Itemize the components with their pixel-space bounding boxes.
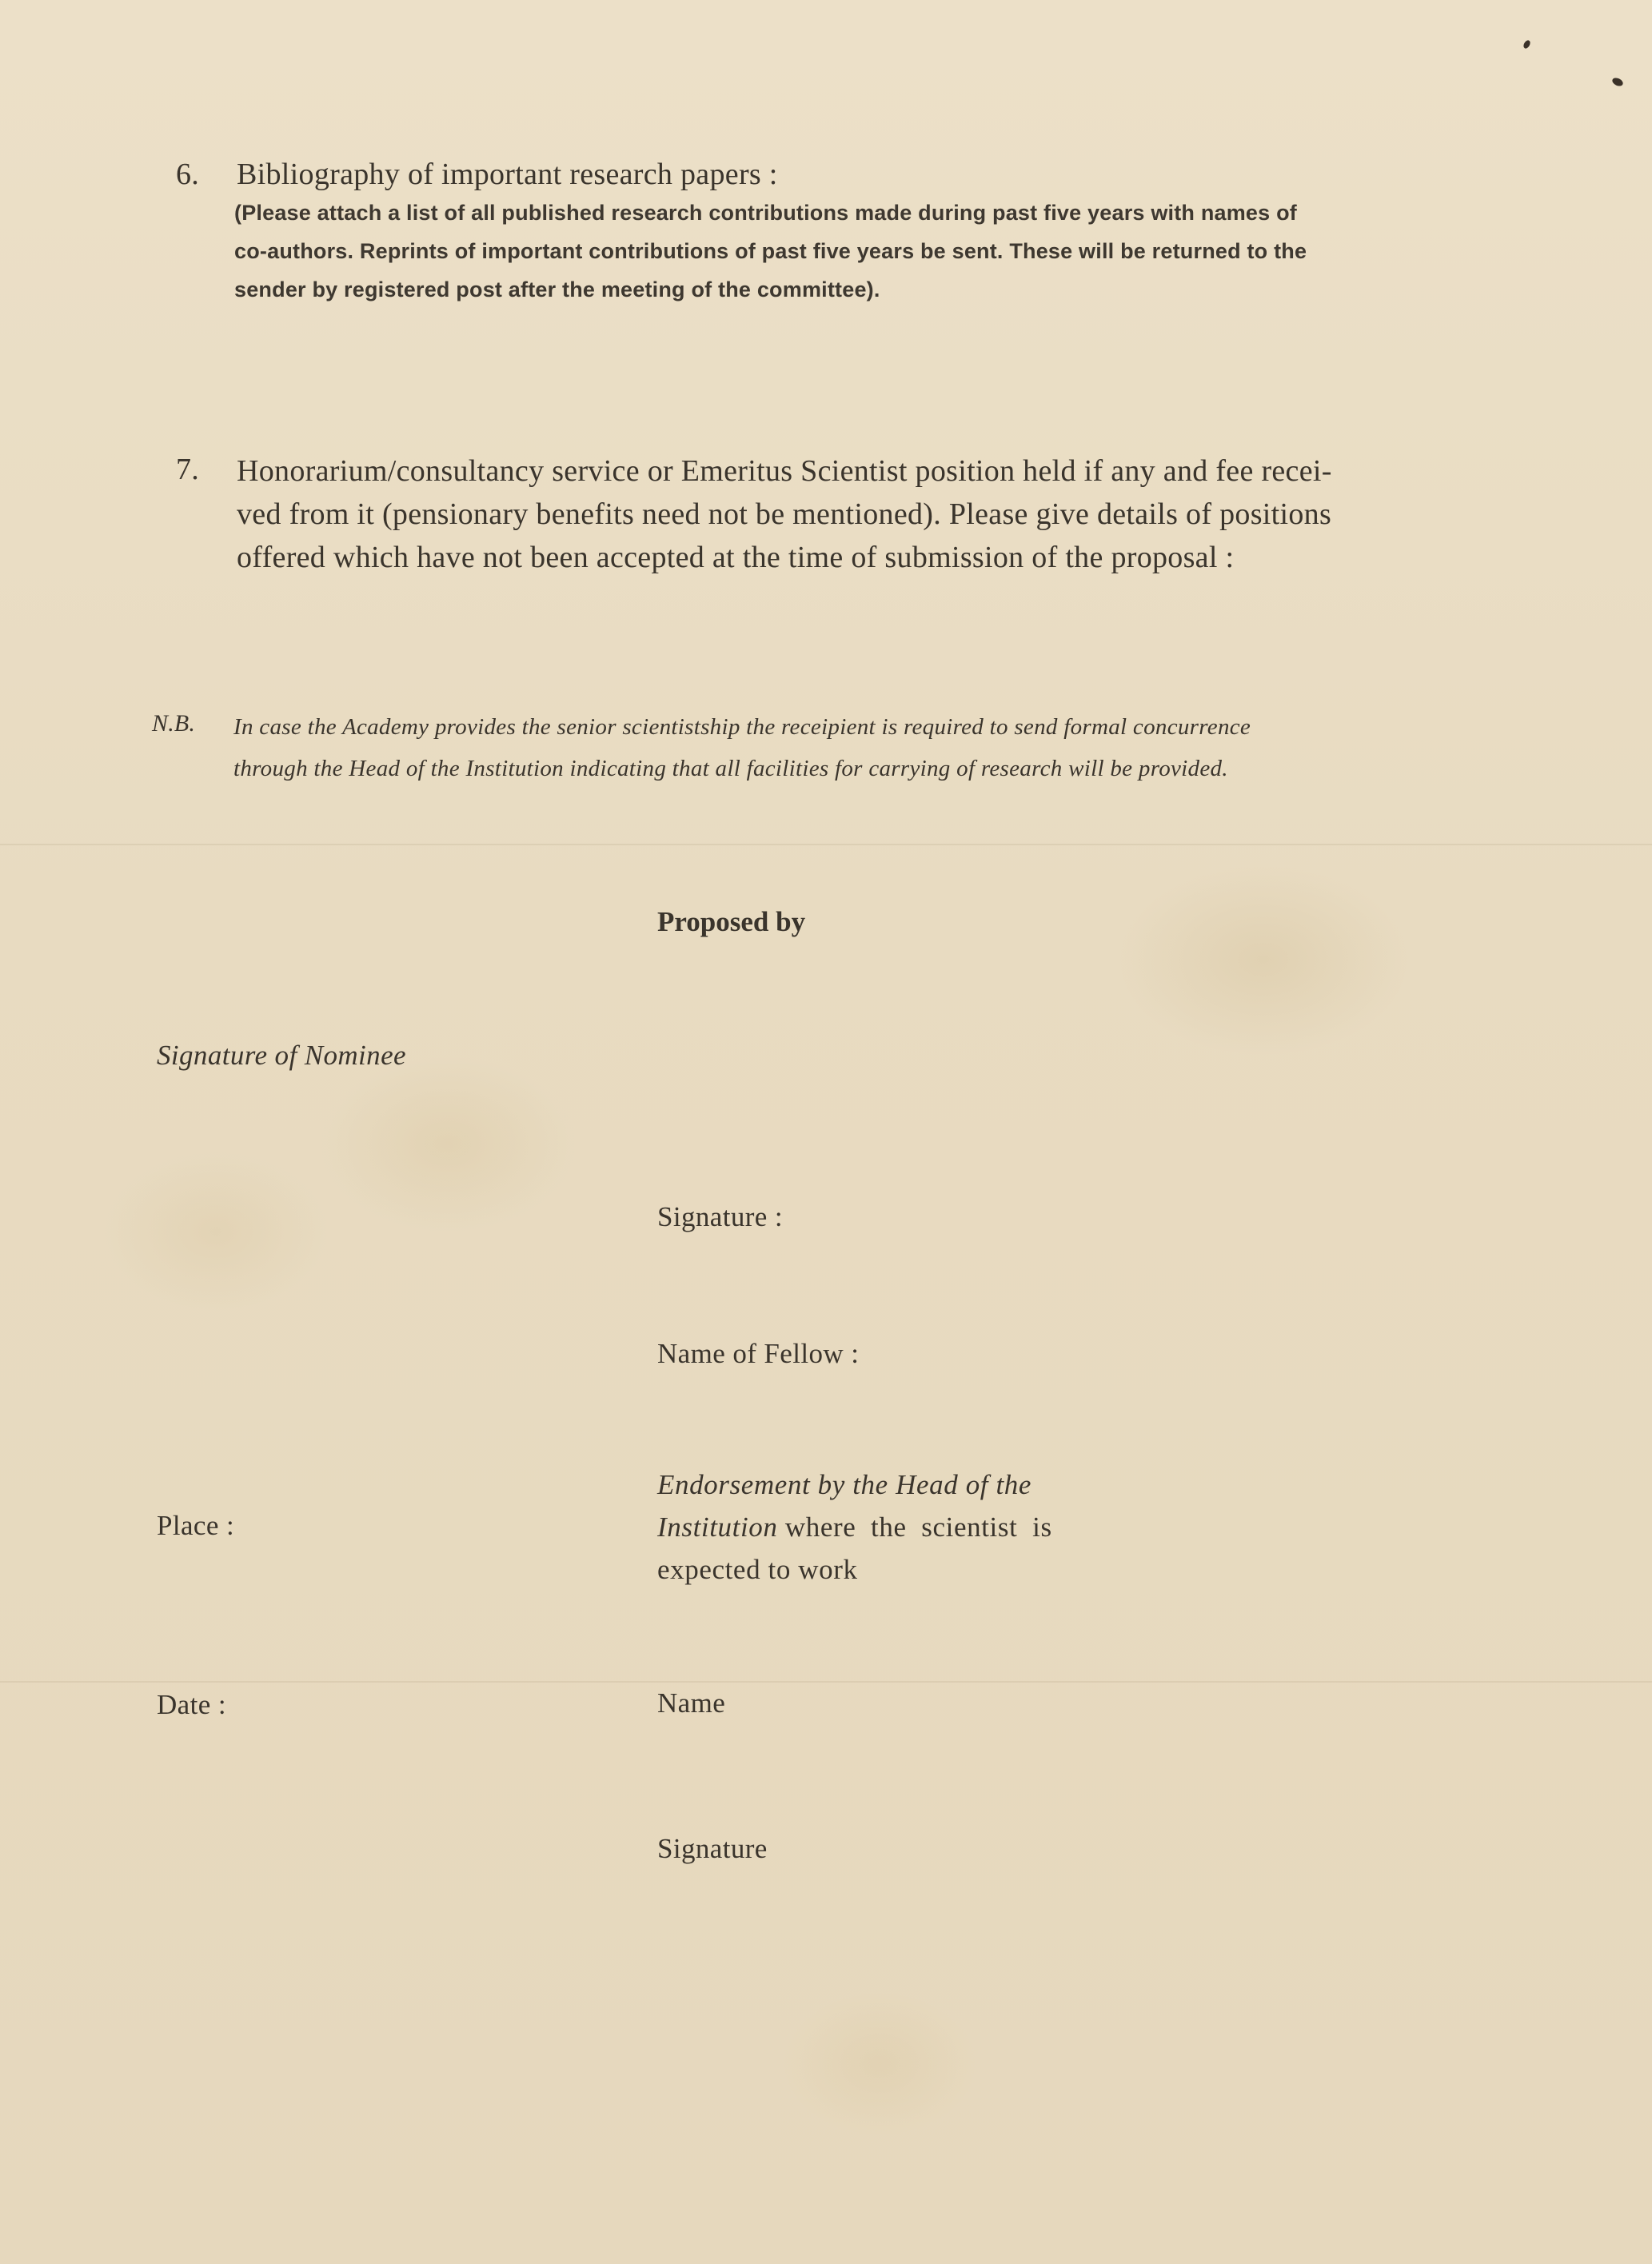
name-label: Name bbox=[657, 1687, 726, 1719]
nb-line: through the Head of the Institution indicating that all facilities for carrying of research will be provided. bbox=[233, 756, 1228, 781]
place-label: Place : bbox=[157, 1510, 235, 1541]
ink-fleck bbox=[1611, 76, 1624, 87]
nb-label: N.B. bbox=[152, 710, 196, 737]
item-6-note-line: (Please attach a list of all published research contributions made during past five years with names of bbox=[234, 201, 1297, 225]
nb-text bbox=[233, 706, 1534, 789]
item-6-note-line: sender by registered post after the meeting of the committee). bbox=[234, 278, 880, 301]
endorsement-line-1: Endorsement by the Head of the bbox=[657, 1469, 1032, 1500]
item-6-heading: Bibliography of important research papers : bbox=[237, 158, 778, 191]
endorsement-line-3: expected to work bbox=[657, 1554, 858, 1585]
item-7-number: 7. bbox=[176, 453, 200, 486]
endorsement-institution: Institution bbox=[657, 1511, 778, 1543]
item-6-note bbox=[234, 194, 1534, 309]
paper-fold bbox=[0, 1681, 1652, 1683]
endorsement-block bbox=[657, 1463, 1169, 1591]
item-7-text bbox=[237, 449, 1534, 579]
name-of-fellow-label: Name of Fellow : bbox=[657, 1338, 860, 1369]
endorsement-line-2: where the scientist is bbox=[777, 1511, 1052, 1543]
item-6-number: 6. bbox=[176, 158, 200, 191]
item-6-note-line: co-authors. Reprints of important contributions of past five years be sent. These will be returned to the bbox=[234, 239, 1307, 263]
item-7-line: Honorarium/consultancy service or Emeritus Scientist position held if any and fee recei- bbox=[237, 454, 1332, 488]
signature-label: Signature : bbox=[657, 1201, 784, 1232]
ink-fleck bbox=[1522, 39, 1532, 50]
paper-fold bbox=[0, 844, 1652, 845]
bottom-signature-label: Signature bbox=[657, 1833, 768, 1864]
nb-line: In case the Academy provides the senior scientistship the receipient is required to send formal concurrence bbox=[233, 714, 1251, 740]
signature-of-nominee-label: Signature of Nominee bbox=[157, 1040, 406, 1071]
proposed-by-heading: Proposed by bbox=[657, 906, 806, 937]
item-7-line: ved from it (pensionary benefits need not be mentioned). Please give details of positions bbox=[237, 497, 1332, 531]
date-label: Date : bbox=[157, 1689, 226, 1720]
item-7-line: offered which have not been accepted at the time of submission of the proposal : bbox=[237, 541, 1235, 574]
